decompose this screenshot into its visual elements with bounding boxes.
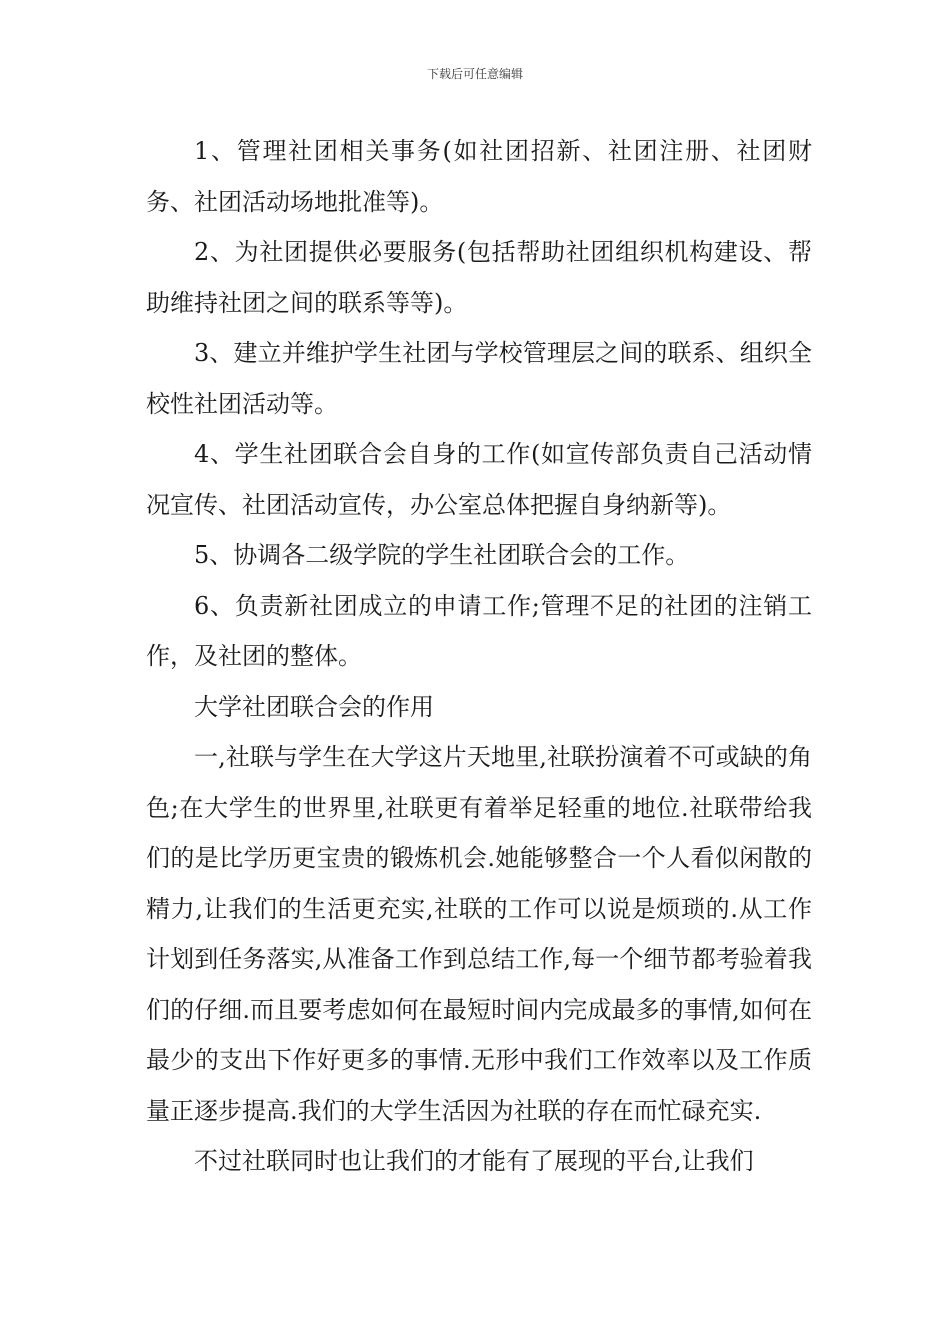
paragraph-item-6: 6、负责新社团成立的申请工作;管理不足的社团的注销工作，及社团的整体。 bbox=[146, 591, 812, 670]
paragraph-role-1: 一,社联与学生在大学这片天地里,社联扮演着不可或缺的角色;在大学生的世界里,社联更有着举足轻重的地位.社联带给我们的是比学历更宝贵的锻炼机会.她能够整合一个人看似闲散的精力,让我们的生活更充实,社联的工作可以说是烦琐的.从工作计划到任务落实,从准备工作到总结工作,每一个细节都考验着我们的仔细.而且要考虑如何在最短时间内完成最多的事情,如何在最少的支出下作好更多的事情.无形中我们工作效率以及工作质量正逐步提高.我们的大学生活因为社联的存在而忙碌充实. bbox=[146, 743, 812, 1125]
paragraph-item-4: 4、学生社团联合会自身的工作(如宣传部负责自己活动情况宣传、社团活动宣传，办公室总体把握自身纳新等)。 bbox=[146, 440, 812, 519]
paragraph-item-5: 5、协调各二级学院的学生社团联合会的工作。 bbox=[194, 541, 690, 569]
header-note: 下载后可任意编辑 bbox=[426, 67, 523, 81]
paragraph-item-2: 2、为社团提供必要服务(包括帮助社团组织机构建设、帮助维持社团之间的联系等等)。 bbox=[146, 238, 812, 317]
paragraph-role-2: 不过社联同时也让我们的才能有了展现的平台,让我们 bbox=[194, 1147, 754, 1175]
paragraph-item-1: 1、管理社团相关事务(如社团招新、社团注册、社团财务、社团活动场地批准等)。 bbox=[146, 137, 812, 216]
document-body bbox=[146, 126, 812, 1187]
paragraph-item-3: 3、建立并维护学生社团与学校管理层之间的联系、组织全校性社团活动等。 bbox=[146, 339, 812, 418]
section-heading: 大学社团联合会的作用 bbox=[194, 692, 434, 721]
